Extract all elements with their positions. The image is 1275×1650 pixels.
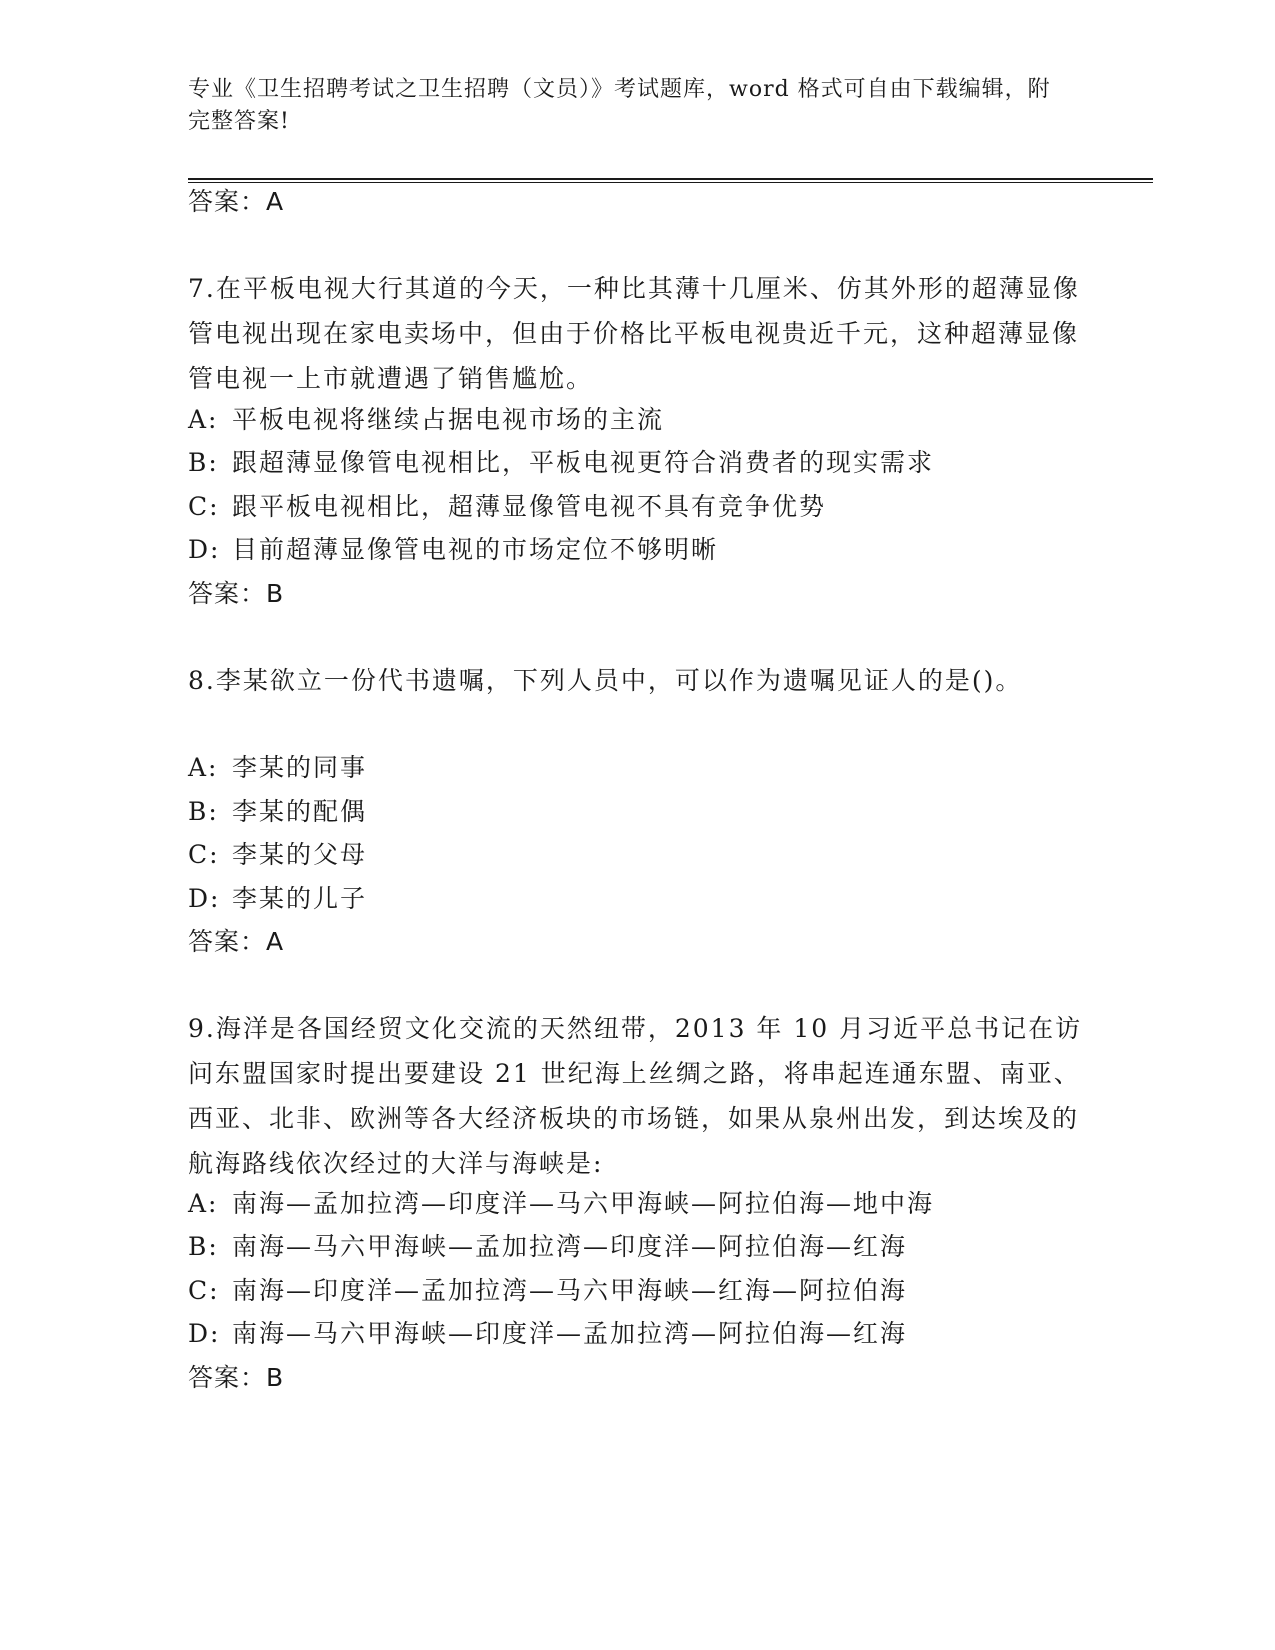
option-letter: D:	[188, 1319, 221, 1348]
option-letter: A:	[188, 405, 219, 434]
option-letter: A:	[188, 753, 219, 782]
option-text: 平板电视将继续占据电视市场的主流	[232, 405, 665, 434]
option-text: 南海—印度洋—孟加拉湾—马六甲海峡—红海—阿拉伯海	[232, 1276, 908, 1305]
option-text: 南海—孟加拉湾—印度洋—马六甲海峡—阿拉伯海—地中海	[232, 1189, 935, 1218]
option-d	[188, 534, 718, 566]
option-d	[188, 1318, 907, 1350]
option-letter: A:	[188, 1189, 219, 1218]
option-text: 李某的配偶	[232, 797, 368, 826]
question-stem: 8.李某欲立一份代书遗嘱，下列人员中，可以作为遗嘱见证人的是()。	[188, 666, 1023, 695]
question-stem: 7.在平板电视大行其道的今天，一种比其薄十几厘米、仿其外形的超薄显像管电视出现在家电卖场中，但由于价格比平板电视贵近千元，这种超薄显像管电视一上市就遭遇了销售尴尬。	[188, 274, 1080, 393]
option-c	[188, 1275, 907, 1307]
option-b	[188, 796, 367, 828]
option-text: 南海—马六甲海峡—孟加拉湾—印度洋—阿拉伯海—红海	[232, 1232, 908, 1261]
answer-label: 答案：B	[188, 579, 285, 608]
answer-label: 答案：A	[188, 927, 285, 956]
option-c	[188, 491, 826, 523]
header-divider	[188, 178, 1153, 183]
option-d	[188, 883, 367, 915]
option-a	[188, 752, 367, 784]
option-text: 目前超薄显像管电视的市场定位不够明晰	[232, 535, 719, 564]
option-b	[188, 447, 934, 479]
page-header-text: 专业《卫生招聘考试之卫生招聘（文员）》考试题库，word 格式可自由下载编辑，附完整答案!	[188, 77, 1051, 134]
answer-label: 答案：A	[188, 187, 285, 216]
option-c	[188, 839, 367, 871]
option-text: 李某的父母	[232, 840, 368, 869]
option-letter: C:	[188, 1276, 220, 1305]
option-letter: B:	[188, 797, 219, 826]
option-text: 跟超薄显像管电视相比，平板电视更符合消费者的现实需求	[232, 448, 935, 477]
option-text: 李某的儿子	[232, 884, 368, 913]
answer-label: 答案：B	[188, 1363, 285, 1392]
question-stem: 9.海洋是各国经贸文化交流的天然纽带，2013 年 10 月习近平总书记在访问东盟国家时提出要建设 21 世纪海上丝绸之路，将串起连通东盟、南亚、西亚、北非、欧洲等各大经济板块的市场链，如果从泉州出发，到达埃及的航海路线依次经过的大洋与海峡是:	[188, 1014, 1083, 1178]
option-a	[188, 404, 664, 436]
option-b	[188, 1231, 907, 1263]
option-letter: D:	[188, 884, 221, 913]
option-letter: B:	[188, 1232, 219, 1261]
option-letter: D:	[188, 535, 221, 564]
option-text: 李某的同事	[232, 753, 368, 782]
option-text: 跟平板电视相比，超薄显像管电视不具有竞争优势	[232, 492, 827, 521]
option-letter: C:	[188, 492, 220, 521]
option-a	[188, 1188, 934, 1220]
option-text: 南海—马六甲海峡—印度洋—孟加拉湾—阿拉伯海—红海	[232, 1319, 908, 1348]
option-letter: B:	[188, 448, 219, 477]
option-letter: C:	[188, 840, 220, 869]
